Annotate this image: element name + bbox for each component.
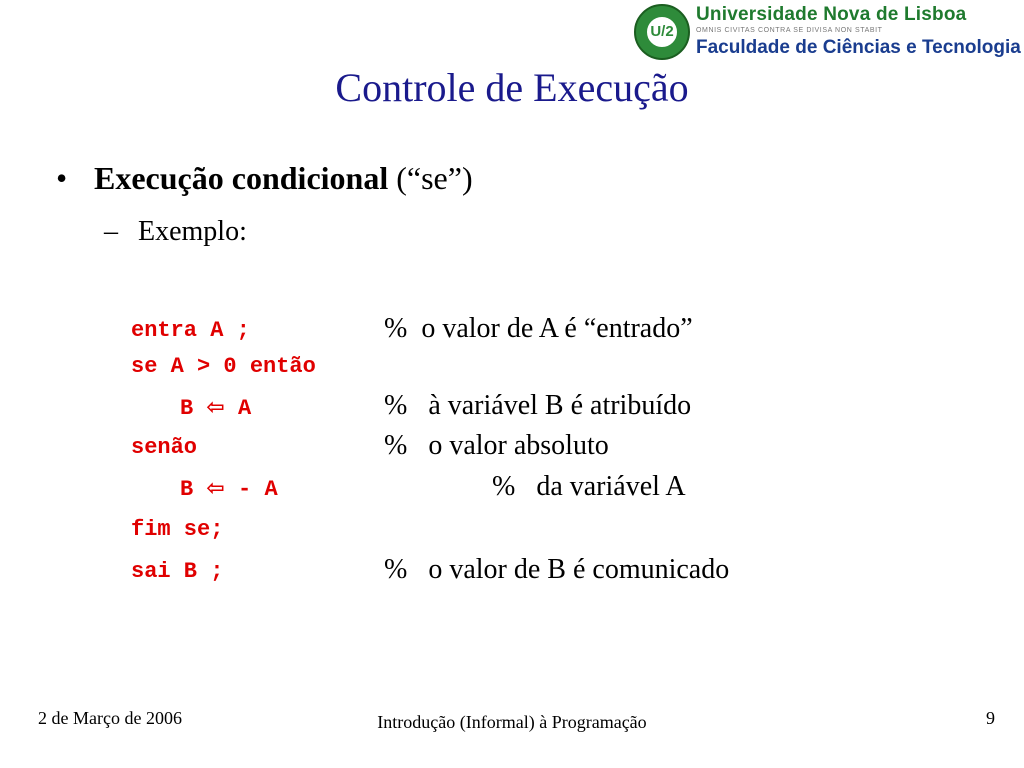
- assign-arrow-icon: ⇦: [206, 395, 225, 420]
- slide-title: Controle de Execução: [335, 65, 689, 110]
- seal-emblem: U/2: [645, 15, 679, 49]
- university-motto: OMNIS CIVITAS CONTRA SE DIVISA NON STABIT: [696, 27, 883, 34]
- code-line-1: entra A ;: [131, 318, 250, 343]
- university-name: Universidade Nova de Lisboa: [696, 4, 967, 25]
- sub-bullet-text: Exemplo:: [138, 216, 247, 247]
- code-line-5-start: B: [180, 477, 207, 502]
- university-logo: [632, 2, 1022, 62]
- university-seal-icon: [634, 4, 690, 60]
- footer-course: Introdução (Informal) à Programação: [377, 712, 647, 732]
- bullet-symbol: •: [56, 160, 68, 196]
- code-line-2: se A > 0 então: [131, 354, 316, 379]
- code-line-6: fim se;: [131, 517, 224, 542]
- main-bullet: [56, 160, 473, 197]
- code-line-7: sai B ;: [131, 559, 224, 584]
- bullet-bold-text: Execução condicional: [94, 160, 389, 196]
- comment-line-4: % o valor absoluto: [384, 430, 609, 461]
- code-line-4: senão: [131, 435, 198, 460]
- comment-line-1: % o valor de A é “entrado”: [384, 313, 693, 344]
- comment-line-3: % à variável B é atribuído: [384, 390, 692, 421]
- faculty-name: Faculdade de Ciências e Tecnologia: [696, 37, 1021, 58]
- comment-line-7: % o valor de B é comunicado: [384, 554, 730, 585]
- assign-arrow-icon: ⇦: [206, 476, 225, 501]
- code-line-5: [180, 476, 278, 502]
- footer-date: 2 de Março de 2006: [38, 708, 182, 728]
- page-number: 9: [986, 708, 995, 728]
- code-line-3-end: A: [224, 396, 252, 421]
- dash-symbol: –: [104, 216, 118, 247]
- comment-line-5: % da variável A: [492, 471, 686, 502]
- sub-bullet: [104, 216, 247, 248]
- code-line-3: [180, 395, 251, 421]
- bullet-rest-text: (“se”): [388, 160, 473, 196]
- code-line-5-end: - A: [224, 477, 278, 502]
- code-line-3-start: B: [180, 396, 207, 421]
